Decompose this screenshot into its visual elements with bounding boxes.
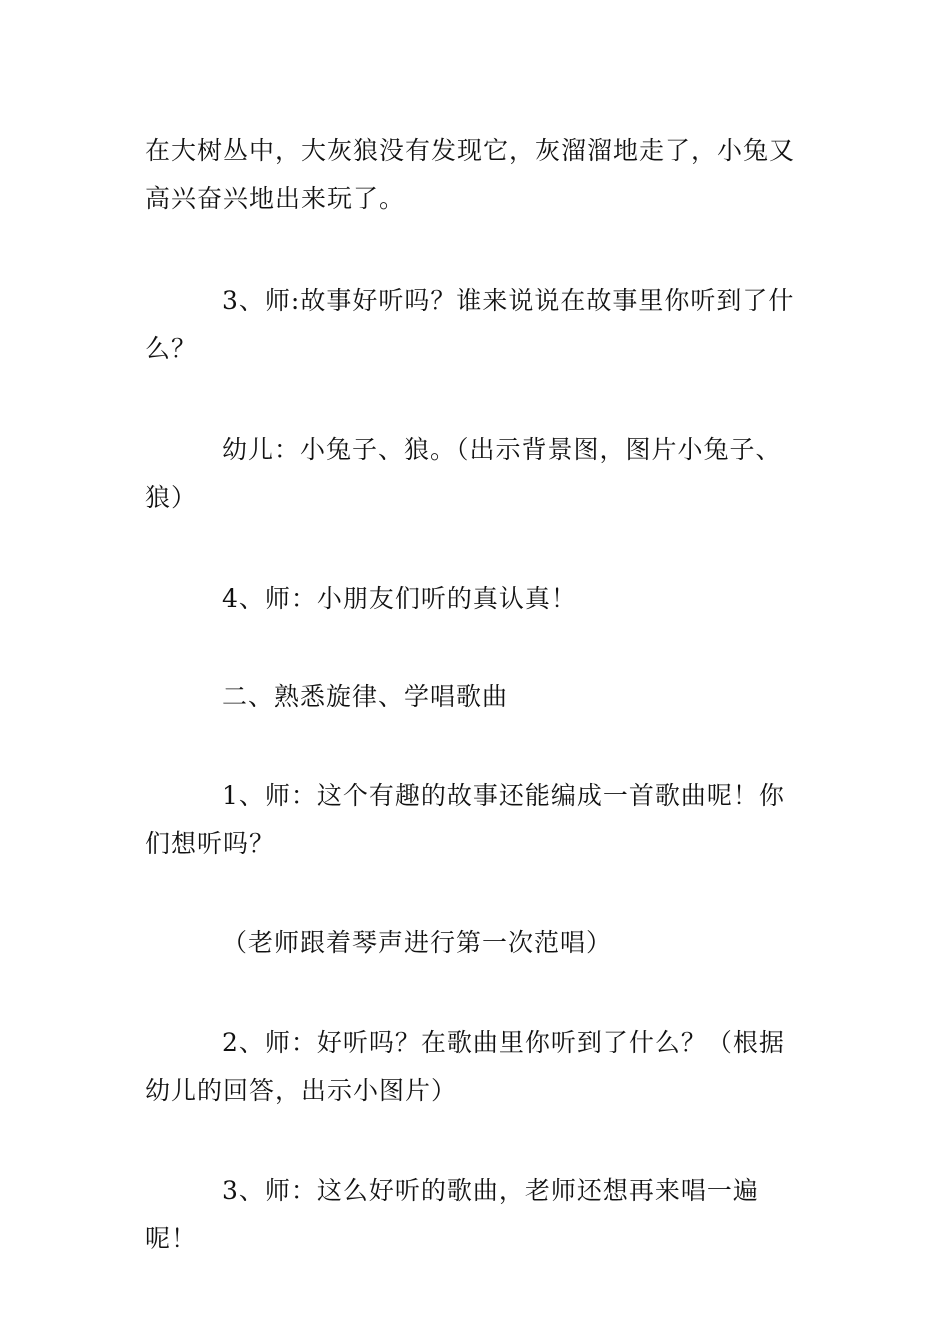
paragraph-teacher-demo-singing: （老师跟着琴声进行第一次范唱） [222, 928, 613, 957]
section-heading-2: 二、熟悉旋律、学唱歌曲 [222, 682, 509, 711]
paragraph-teacher-intro-song: 1、师：这个有趣的故事还能编成一首歌曲呢！你们想听吗？ [145, 781, 785, 858]
paragraph-story-ending: 在大树丛中，大灰狼没有发现它，灰溜溜地走了，小兔又高兴奋兴地出来玩了。 [145, 136, 796, 213]
paragraph-teacher-sing-again: 3、师：这么好听的歌曲，老师还想再来唱一遍呢！ [145, 1176, 759, 1253]
paragraph-teacher-praise-4: 4、师：小朋友们听的真认真！ [222, 584, 577, 613]
paragraph-teacher-question-2: 2、师：好听吗？在歌曲里你听到了什么？（根据幼儿的回答，出示小图片） [145, 1028, 785, 1105]
paragraph-children-answer: 幼儿：小兔子、狼。（出示背景图，图片小兔子、狼） [145, 435, 782, 512]
paragraph-teacher-question-3: 3、师:故事好听吗？谁来说说在故事里你听到了什么？ [145, 286, 795, 363]
